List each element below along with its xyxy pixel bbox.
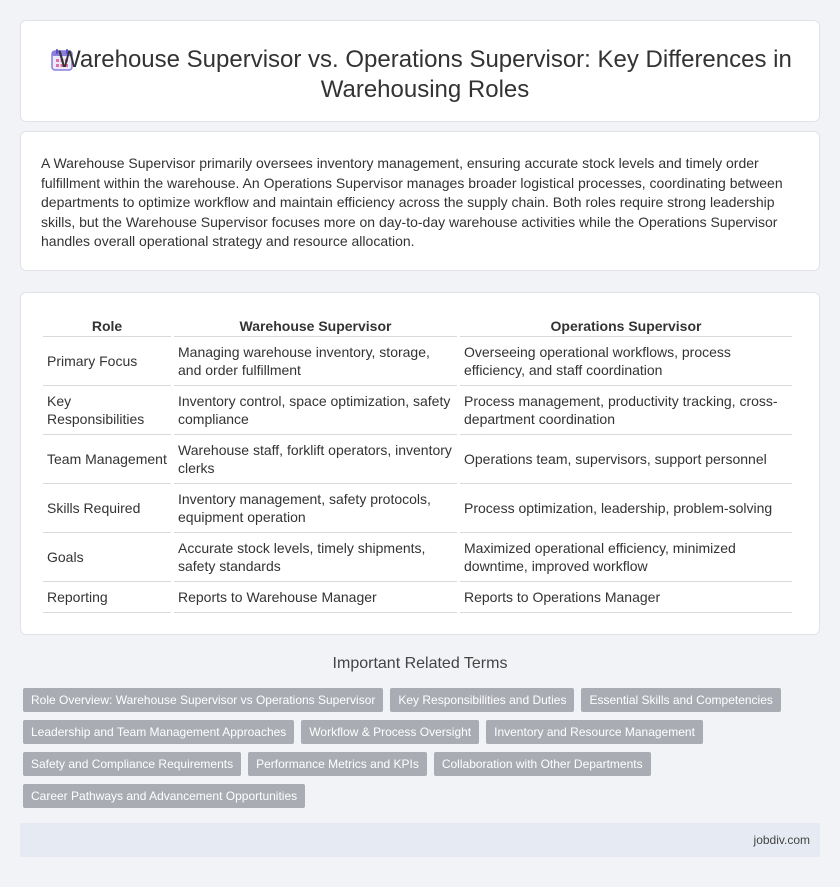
operations-cell: Overseeing operational workflows, process efficiency, and staff coordination	[460, 337, 792, 386]
header-warehouse-supervisor: Warehouse Supervisor	[174, 315, 457, 337]
header-role: Role	[43, 315, 171, 337]
warehouse-cell: Reports to Warehouse Manager	[174, 582, 457, 613]
table-row	[43, 582, 792, 613]
related-term-tag[interactable]: Leadership and Team Management Approaches	[23, 720, 294, 744]
row-label: Goals	[43, 533, 171, 582]
comparison-table-card	[20, 292, 820, 635]
site-link[interactable]: jobdiv.com	[753, 833, 810, 847]
operations-cell: Reports to Operations Manager	[460, 582, 792, 613]
comparison-table	[40, 315, 795, 613]
intro-paragraph: A Warehouse Supervisor primarily oversees inventory management, ensuring accurate stock levels and timely order fulfillment within the warehouse. An Operations Supervisor manages broader logistical processes, coordinating between departments to optimize workflow and maintain efficiency across the supply chain. Both roles require strong leadership skills, but the Warehouse Supervisor focuses more on day-to-day warehouse activities while the Operations Supervisor handles overall operational strategy and resource allocation.	[41, 155, 783, 250]
row-label: Team Management	[43, 435, 171, 484]
warehouse-cell: Inventory management, safety protocols, equipment operation	[174, 484, 457, 533]
related-term-tag[interactable]: Safety and Compliance Requirements	[23, 752, 241, 776]
table-header-row	[43, 315, 792, 337]
warehouse-cell: Accurate stock levels, timely shipments, safety standards	[174, 533, 457, 582]
related-term-tag[interactable]: Performance Metrics and KPIs	[248, 752, 427, 776]
table-row	[43, 484, 792, 533]
footer	[20, 823, 820, 857]
operations-cell: Operations team, supervisors, support personnel	[460, 435, 792, 484]
operations-cell: Process management, productivity tracking, cross-department coordination	[460, 386, 792, 435]
table-row	[43, 337, 792, 386]
header-card	[20, 20, 820, 122]
related-term-tag[interactable]: Collaboration with Other Departments	[434, 752, 651, 776]
page-title: Warehouse Supervisor vs. Operations Supervisor: Key Differences in Warehousing Roles	[58, 46, 792, 103]
related-term-tag[interactable]: Essential Skills and Competencies	[581, 688, 780, 712]
header-operations-supervisor: Operations Supervisor	[460, 315, 792, 337]
intro-card	[20, 131, 820, 271]
related-term-tag[interactable]: Key Responsibilities and Duties	[390, 688, 574, 712]
related-term-tag[interactable]: Role Overview: Warehouse Supervisor vs Operations Supervisor	[23, 688, 383, 712]
related-term-tag[interactable]: Inventory and Resource Management	[486, 720, 703, 744]
warehouse-cell: Warehouse staff, forklift operators, inventory clerks	[174, 435, 457, 484]
related-terms-title: Important Related Terms	[332, 655, 508, 672]
table-row	[43, 386, 792, 435]
related-term-tag[interactable]: Career Pathways and Advancement Opportunities	[23, 784, 305, 808]
related-terms-tags	[23, 688, 823, 816]
table-row	[43, 435, 792, 484]
row-label: Reporting	[43, 582, 171, 613]
row-label: Skills Required	[43, 484, 171, 533]
warehouse-cell: Managing warehouse inventory, storage, and order fulfillment	[174, 337, 457, 386]
operations-cell: Maximized operational efficiency, minimized downtime, improved workflow	[460, 533, 792, 582]
operations-cell: Process optimization, leadership, problem-solving	[460, 484, 792, 533]
row-label: Primary Focus	[43, 337, 171, 386]
related-term-tag[interactable]: Workflow & Process Oversight	[301, 720, 479, 744]
row-label: Key Responsibilities	[43, 386, 171, 435]
warehouse-cell: Inventory control, space optimization, safety compliance	[174, 386, 457, 435]
table-row	[43, 533, 792, 582]
